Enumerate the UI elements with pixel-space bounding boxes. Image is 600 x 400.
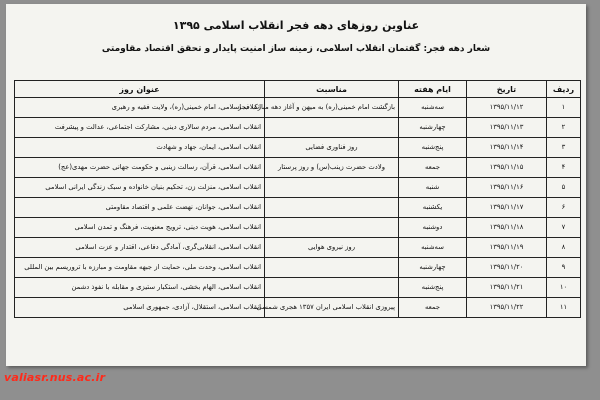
table-row xyxy=(15,158,581,178)
topic-cell: انقلاب اسلامی، قرآن، رسالت زینبی و حکومت جهانی حضرت مهدی(عج) xyxy=(15,158,265,178)
date-cell: ۱۳۹۵/۱۱/۱۹ xyxy=(467,238,547,258)
row-number-cell: ۱۰ xyxy=(547,278,581,298)
table-row xyxy=(15,118,581,138)
document-page xyxy=(6,4,586,366)
date-cell: ۱۳۹۵/۱۱/۱۳ xyxy=(467,118,547,138)
topic-cell: انقلاب اسلامی، منزلت زن، تحکیم بنیان خانواده و سبک زندگی ایرانی اسلامی xyxy=(15,178,265,198)
date-cell: ۱۳۹۵/۱۱/۲۱ xyxy=(467,278,547,298)
occasion-cell xyxy=(265,178,399,198)
occasion-cell: پیروزی انقلاب اسلامی ایران ۱۳۵۷ هجری شمسی xyxy=(265,298,399,318)
document-title: عناوین روزهای دهه فجر انقلاب اسلامی ۱۳۹۵ xyxy=(172,19,420,32)
row-number-cell: ۳ xyxy=(547,138,581,158)
topic-cell: انقلاب اسلامی، هویت دینی، ترویج معنویت، فرهنگ و تمدن اسلامی xyxy=(15,218,265,238)
row-number-cell: ۱ xyxy=(547,98,581,118)
occasion-cell xyxy=(265,118,399,138)
weekday-cell: جمعه xyxy=(399,298,467,318)
table-row xyxy=(15,238,581,258)
weekday-cell: پنج‌شنبه xyxy=(399,278,467,298)
table-row xyxy=(15,198,581,218)
weekday-cell: پنج‌شنبه xyxy=(399,138,467,158)
topic-cell: انقلاب اسلامی، مردم سالاری دینی، مشارکت اجتماعی، عدالت و پیشرفت xyxy=(15,118,265,138)
occasion-cell: روز نیروی هوایی xyxy=(265,238,399,258)
occasion-cell: بازگشت امام خمینی(ره) به میهن و آغاز دهه مبارک فجر xyxy=(265,98,399,118)
document-slogan: شعار دهه فجر: گفتمان انقلاب اسلامی، زمینه ساز امنیت پایدار و تحقق اقتصاد مقاومتی xyxy=(101,44,491,54)
topic-cell: انقلاب اسلامی، ایمان، جهاد و شهادت xyxy=(15,138,265,158)
date-cell: ۱۳۹۵/۱۱/۱۴ xyxy=(467,138,547,158)
topic-cell: انقلاب اسلامی، انقلابی‌گری، آمادگی دفاعی، اقتدار و عزت اسلامی xyxy=(15,238,265,258)
schedule-table xyxy=(14,80,581,318)
weekday-cell: جمعه xyxy=(399,158,467,178)
date-cell: ۱۳۹۵/۱۱/۱۶ xyxy=(467,178,547,198)
weekday-cell: چهارشنبه xyxy=(399,118,467,138)
site-watermark: valiasr.nus.ac.ir xyxy=(4,371,106,384)
row-number-cell: ۱۱ xyxy=(547,298,581,318)
table-body xyxy=(15,98,581,318)
occasion-cell: ولادت حضرت زینب(س) و روز پرستار xyxy=(265,158,399,178)
table-row xyxy=(15,258,581,278)
occasion-cell xyxy=(265,278,399,298)
topic-cell: انقلاب اسلامی، استقلال، آزادی، جمهوری اسلامی xyxy=(15,298,265,318)
row-number-cell: ۸ xyxy=(547,238,581,258)
weekday-cell: دوشنبه xyxy=(399,218,467,238)
date-cell: ۱۳۹۵/۱۱/۱۷ xyxy=(467,198,547,218)
date-cell: ۱۳۹۵/۱۱/۱۵ xyxy=(467,158,547,178)
row-number-cell: ۴ xyxy=(547,158,581,178)
header-row-number: ردیف xyxy=(547,81,581,98)
occasion-cell xyxy=(265,198,399,218)
date-cell: ۱۳۹۵/۱۱/۲۲ xyxy=(467,298,547,318)
weekday-cell: یکشنبه xyxy=(399,198,467,218)
table-row xyxy=(15,98,581,118)
weekday-cell: سه‌شنبه xyxy=(399,98,467,118)
topic-cell: انقلاب اسلامی، جوانان، نهضت علمی و اقتصاد مقاومتی xyxy=(15,198,265,218)
table-row xyxy=(15,278,581,298)
weekday-cell: چهارشنبه xyxy=(399,258,467,278)
row-number-cell: ۲ xyxy=(547,118,581,138)
table-row xyxy=(15,298,581,318)
header-topic: عنوان روز xyxy=(15,81,265,98)
occasion-cell: روز فناوری فضایی xyxy=(265,138,399,158)
table-row xyxy=(15,138,581,158)
weekday-cell: سه‌شنبه xyxy=(399,238,467,258)
occasion-cell xyxy=(265,218,399,238)
date-cell: ۱۳۹۵/۱۱/۱۸ xyxy=(467,218,547,238)
table-header-row xyxy=(15,81,581,98)
topic-cell: انقلاب اسلامی، وحدت ملی، حمایت از جبهه مقاومت و مبارزه با تروریسم بین المللی xyxy=(15,258,265,278)
table-row xyxy=(15,178,581,198)
header-occasion: مناسبت xyxy=(265,81,399,98)
date-cell: ۱۳۹۵/۱۱/۲۰ xyxy=(467,258,547,278)
topic-cell: انقلاب اسلامی، الهام بخشی، استکبار ستیزی و مقابله با نفوذ دشمن xyxy=(15,278,265,298)
row-number-cell: ۶ xyxy=(547,198,581,218)
header-date: تاریخ xyxy=(467,81,547,98)
table-row xyxy=(15,218,581,238)
date-cell: ۱۳۹۵/۱۱/۱۲ xyxy=(467,98,547,118)
topic-cell: انقلاب اسلامی، امام خمینی(ره)، ولایت فقیه و رهبری xyxy=(15,98,265,118)
row-number-cell: ۷ xyxy=(547,218,581,238)
header-day: ایام هفته xyxy=(399,81,467,98)
weekday-cell: شنبه xyxy=(399,178,467,198)
row-number-cell: ۵ xyxy=(547,178,581,198)
row-number-cell: ۹ xyxy=(547,258,581,278)
occasion-cell xyxy=(265,258,399,278)
